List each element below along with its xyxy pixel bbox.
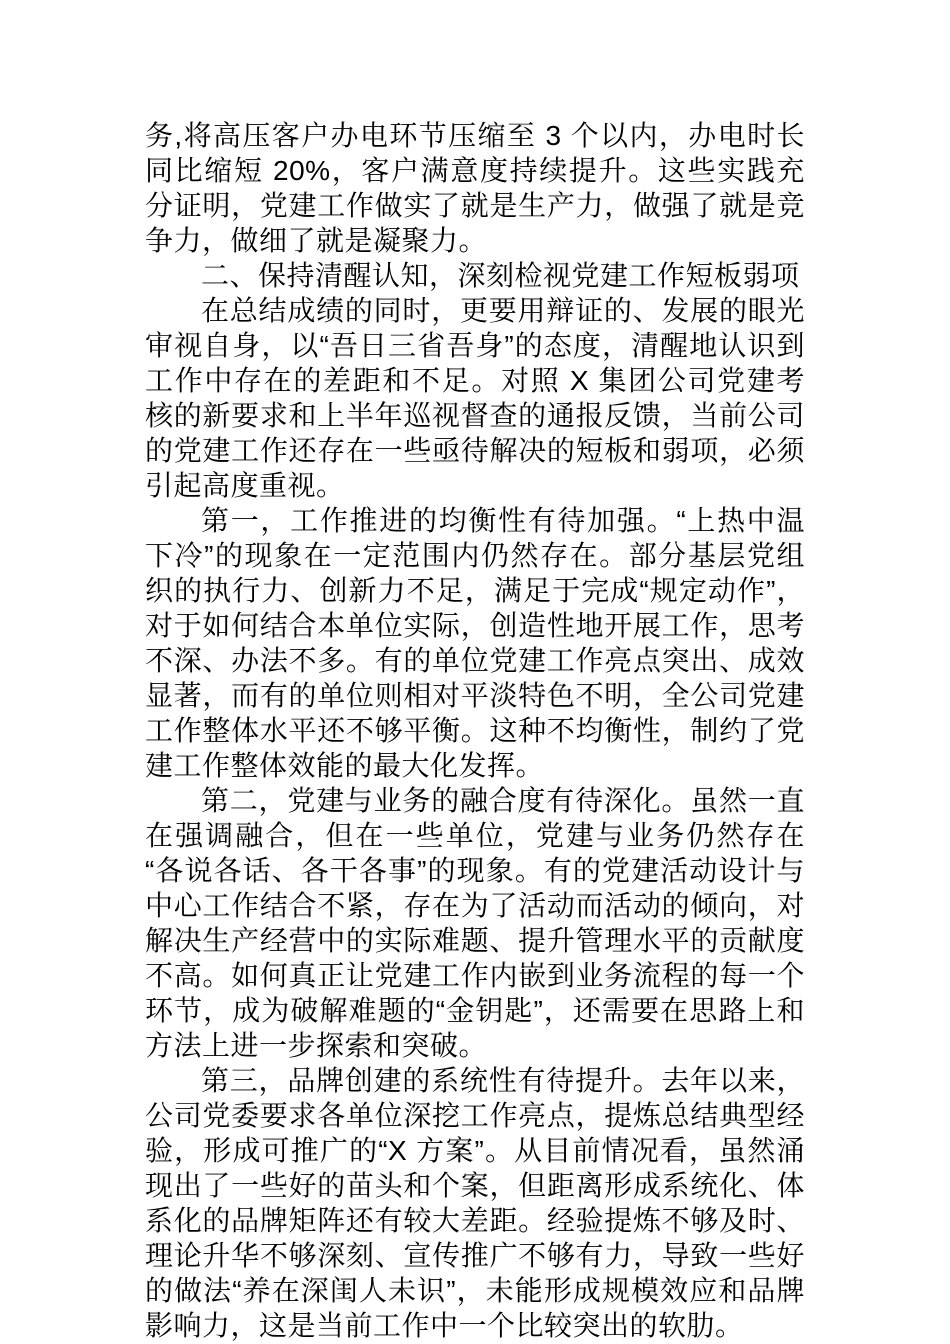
section-heading: 二、保持清醒认知，深刻检视党建工作短板弱项 xyxy=(201,260,800,291)
paragraph-third-issue: 第三，品牌创建的系统性有待提升。去年以来，公司党委要求各单位深挖工作亮点，提炼总结典型经验，形成可推广的“X 方案”。从目前情况看，虽然涌现出了一些好的苗头和个案，但距离形成系统化、体系化的品牌矩阵还有较大差距。经验提炼不够及时、理论升华不够深刻、宣传推广不够有力，导致一些好的做法“养在深闺人未识”，未能形成规模效应和品牌影响力，这是当前工作中一个比较突出的软肋。 xyxy=(145,1065,805,1341)
paragraph-first-issue: 第一，工作推进的均衡性有待加强。“上热中温下冷”的现象在一定范围内仍然存在。部分基层党组织的执行力、创新力不足，满足于完成“规定动作”，对于如何结合本单位实际，创造性地开展工作，思考不深、办法不多。有的单位党建工作亮点突出、成效显著，而有的单位则相对平淡特色不明，全公司党建工作整体水平还不够平衡。这种不均衡性，制约了党建工作整体效能的最大化发挥。 xyxy=(145,505,805,781)
paragraph-second-issue: 第二，党建与业务的融合度有待深化。虽然一直在强调融合，但在一些单位，党建与业务仍然存在“各说各话、各干各事”的现象。有的党建活动设计与中心工作结合不紧，存在为了活动而活动的倾向，对解决生产经营中的实际难题、提升管理水平的贡献度不高。如何真正让党建工作内嵌到业务流程的每一个环节，成为破解难题的“金钥匙”，还需要在思路上和方法上进一步探索和突破。 xyxy=(145,785,805,1061)
paragraph-continuation: 务,将高压客户办电环节压缩至 3 个以内，办电时长同比缩短 20%，客户满意度持续提升。这些实践充分证明，党建工作做实了就是生产力，做强了就是竞争力，做细了就是凝聚力。 xyxy=(145,120,805,256)
paragraph-overview: 在总结成绩的同时，更要用辩证的、发展的眼光审视自身，以“吾日三省吾身”的态度，清醒地认识到工作中存在的差距和不足。对照 X 集团公司党建考核的新要求和上半年巡视督查的通报反馈，当前公司的党建工作还存在一些亟待解决的短板和弱项，必须引起高度重视。 xyxy=(145,295,805,501)
